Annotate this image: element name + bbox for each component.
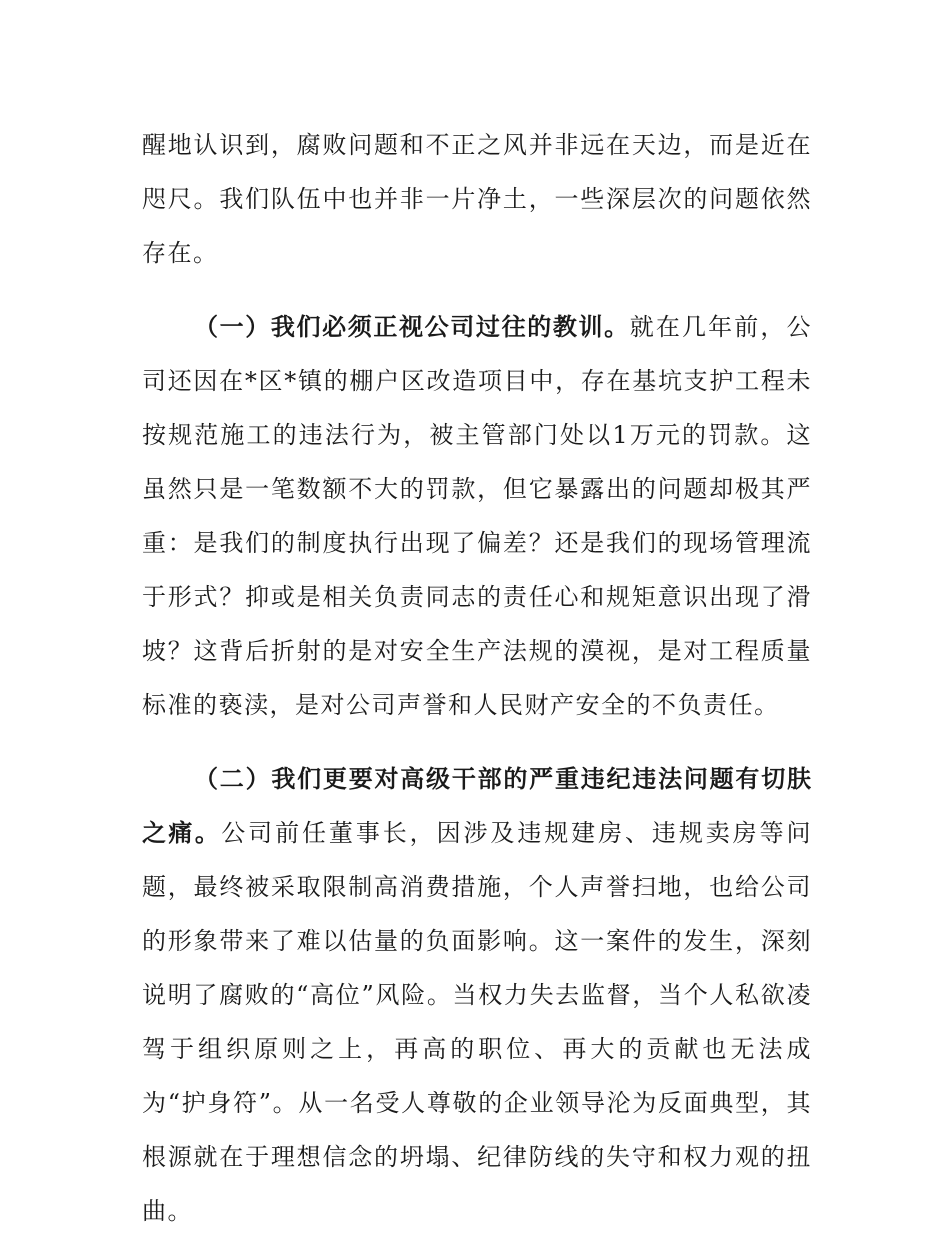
- paragraph-section-1: [142, 300, 812, 732]
- paragraph-text: 醒地认识到，腐败问题和不正之风并非远在天边，而是近在咫尺。我们队伍中也并非一片净土，一些深层次的问题依然存在。: [142, 131, 812, 267]
- section-heading-1: （一）我们必须正视公司过往的教训。: [194, 313, 630, 341]
- paragraph-text: 公司前任董事长，因涉及违规建房、违规卖房等问题，最终被采取限制高消费措施，个人声誉扫地，也给公司的形象带来了难以估量的负面影响。这一案件的发生，深刻说明了腐败的“高位”风险。当权力失去监督，当个人私欲凌驾于组织原则之上，再高的职位、再大的贡献也无法成为“护身符”。从一名受人尊敬的企业领导沦为反面典型，其根源就在于理想信念的坍塌、纪律防线的失守和权力观的扭曲。: [142, 819, 812, 1225]
- paragraph-continuation: [142, 118, 812, 280]
- section-heading-2: （二）我们更要对高级干部的严重违纪违法问题有切肤之痛。: [142, 765, 812, 847]
- document-body: [142, 118, 812, 1238]
- paragraph-text: 就在几年前，公司还因在*区*镇的棚户区改造项目中，存在基坑支护工程未按规范施工的违法行为，被主管部门处以1万元的罚款。这虽然只是一笔数额不大的罚款，但它暴露出的问题却极其严重：是我们的制度执行出现了偏差？还是我们的现场管理流于形式？抑或是相关负责同志的责任心和规矩意识出现了滑坡？这背后折射的是对安全生产法规的漠视，是对工程质量标准的亵渎，是对公司声誉和人民财产安全的不负责任。: [142, 313, 813, 719]
- paragraph-section-2: [142, 752, 812, 1238]
